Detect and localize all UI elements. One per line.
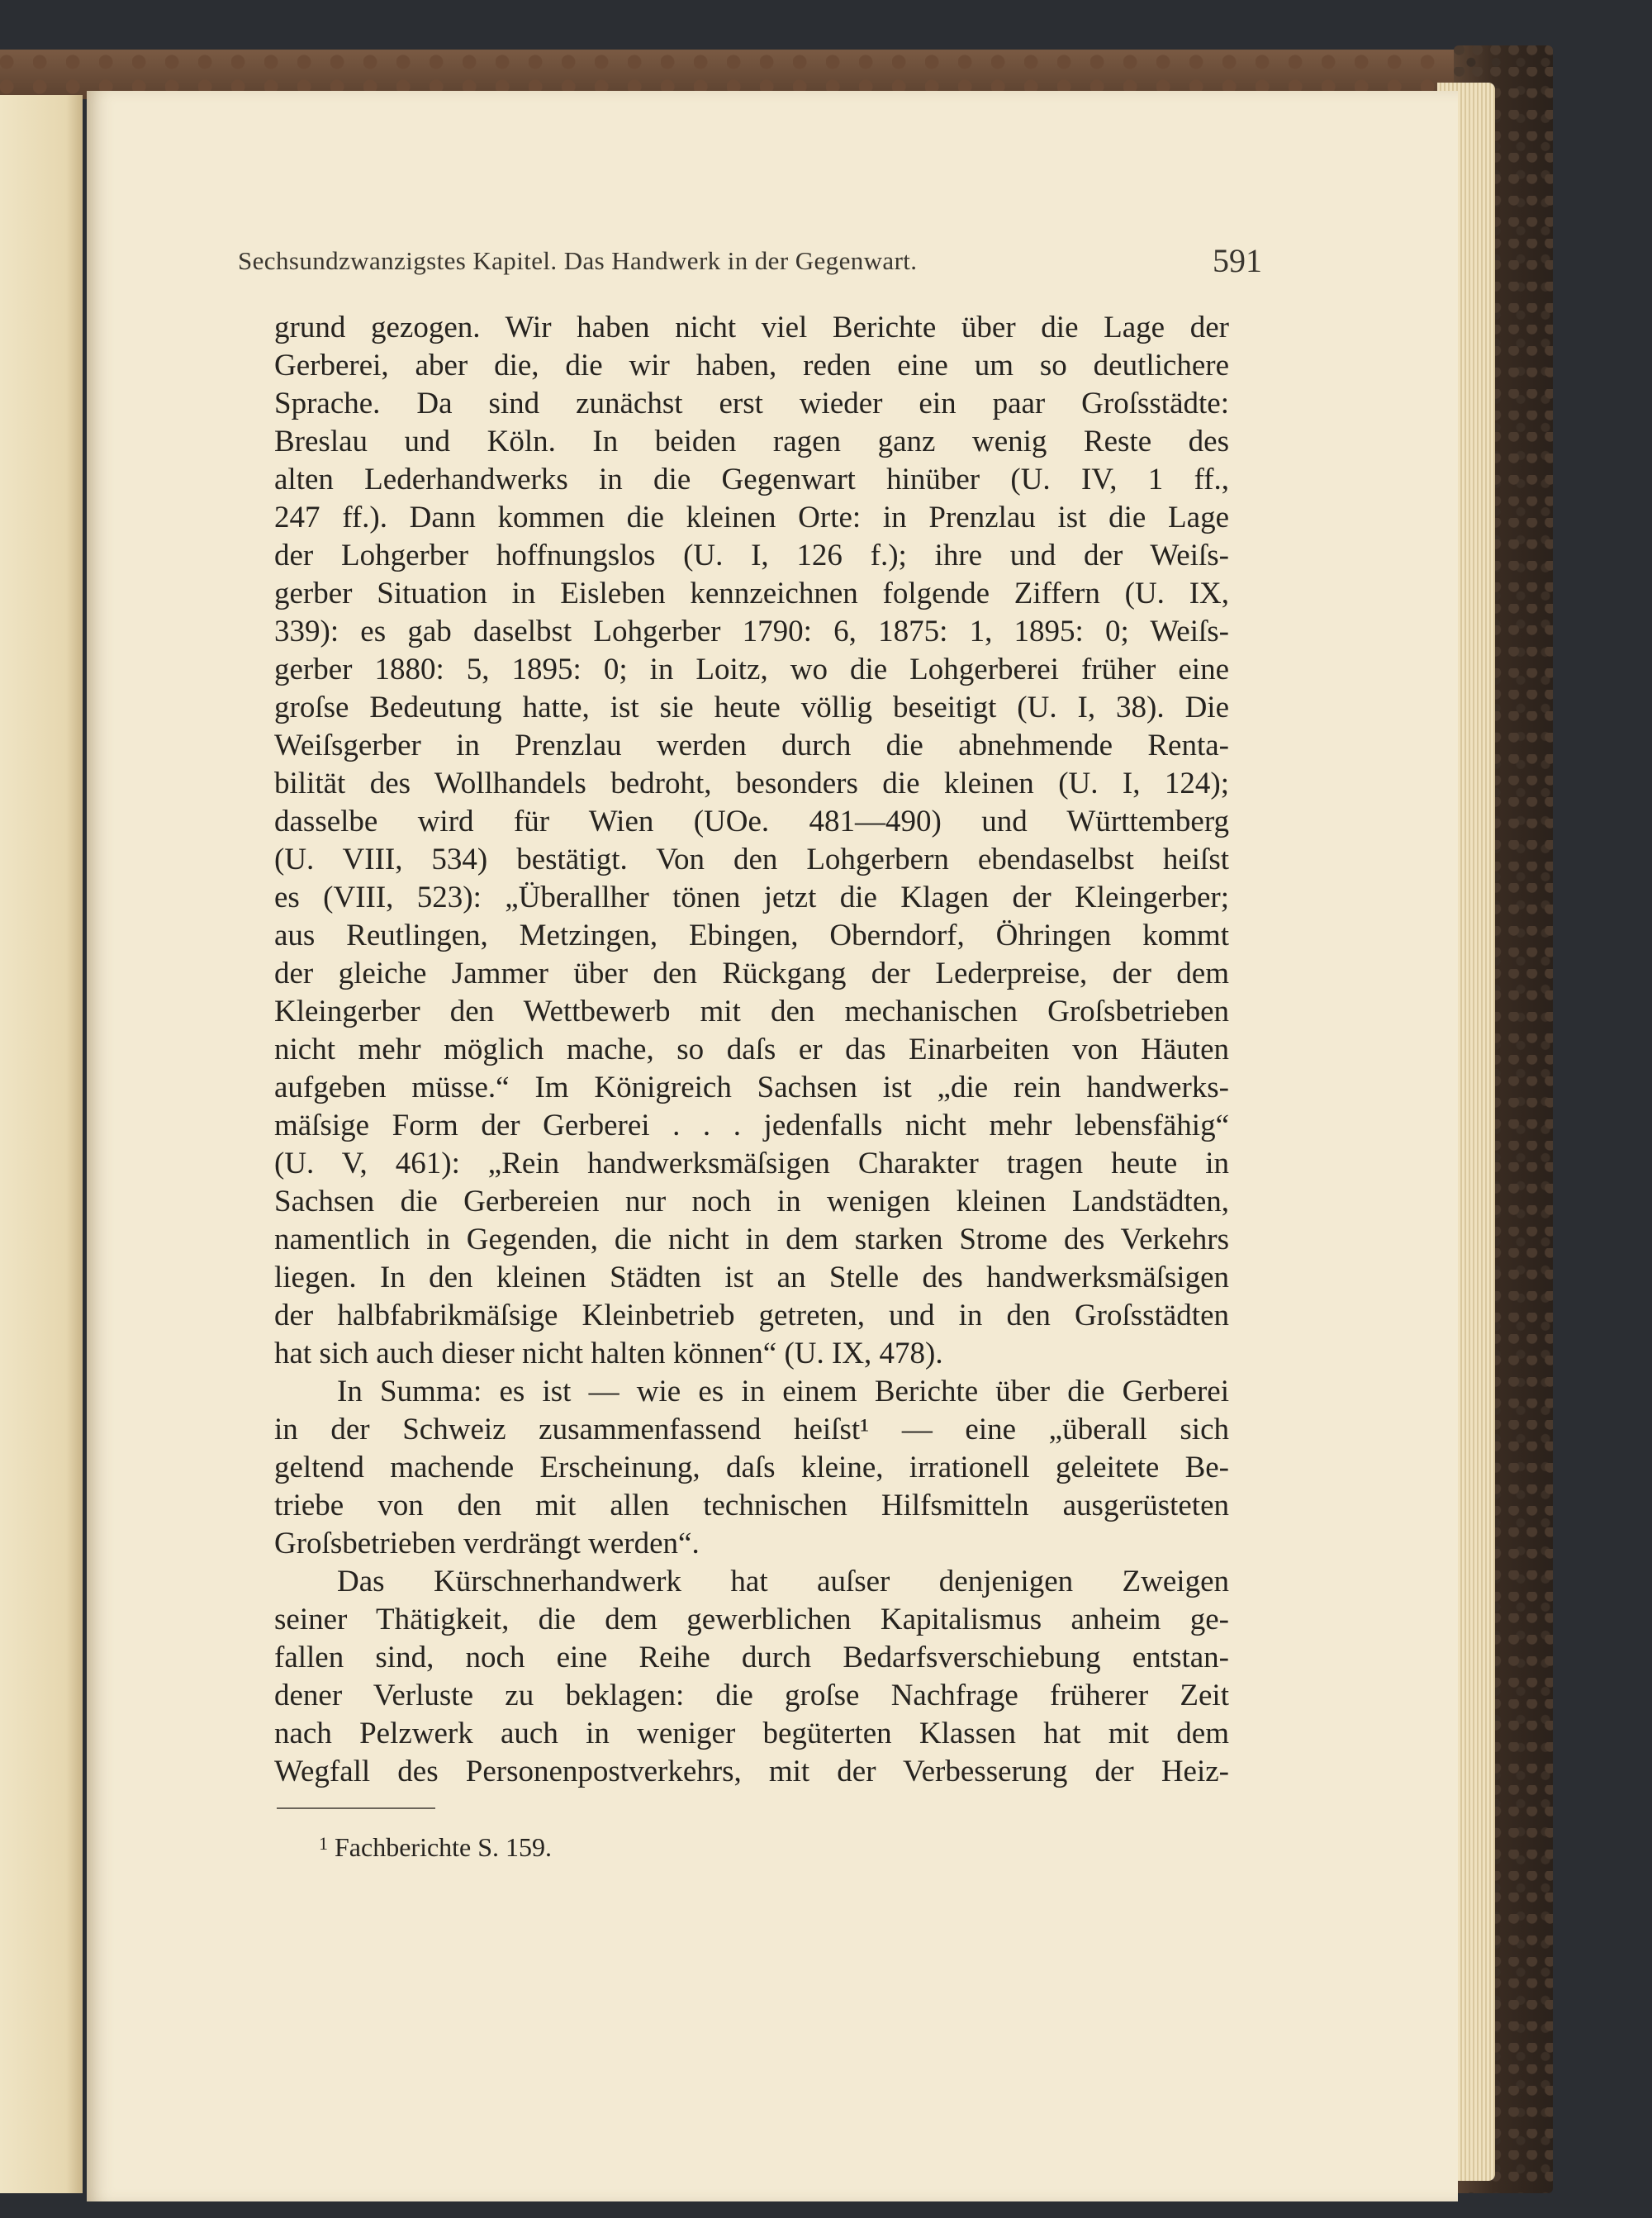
text-line: 247 ff.). Dann kommen die kleinen Orte: in Prenzlau ist die Lage [274,501,1229,534]
text-line: Sprache. Da sind zunächst erst wieder ein paar Groſsstädte: [274,387,1229,420]
text-line: nicht mehr möglich mache, so daſs er das Einarbeiten von Häuten [274,1033,1229,1066]
text-line: groſse Bedeutung hatte, ist sie heute völlig beseitigt (U. I, 38). Die [274,691,1229,724]
text-line: In Summa: es ist — wie es in einem Berichte über die Gerberei [337,1375,1229,1408]
text-line: mäſsige Form der Gerberei . . . jedenfalls nicht mehr lebensfähig“ [274,1109,1229,1142]
text-line: dasselbe wird für Wien (UOe. 481—490) und Württemberg [274,805,1229,838]
text-line: der gleiche Jammer über den Rückgang der Lederpreise, der dem [274,957,1229,990]
text-line: (U. VIII, 534) bestätigt. Von den Lohgerbern ebendaselbst heiſst [274,843,1229,876]
text-line: namentlich in Gegenden, die nicht in dem starken Strome des Verkehrs [274,1223,1229,1256]
footnote-rule [277,1807,435,1809]
page-header [238,149,1262,279]
footnote [319,1832,552,1863]
text-line: es (VIII, 523): „Überallher tönen jetzt die Klagen der Kleingerber; [274,881,1229,914]
left-page-edge [0,95,83,2193]
text-line: Kleingerber den Wettbewerb mit den mechanischen Groſsbetrieben [274,995,1229,1028]
running-head: Sechsundzwanzigstes Kapitel. Das Handwerk in der Gegenwart. [238,246,918,275]
text-line: Gerberei, aber die, die wir haben, reden eine um so deutlichere [274,349,1229,382]
text-line: bilität des Wollhandels bedroht, besonders die kleinen (U. I, 124); [274,767,1229,800]
text-line: Sachsen die Gerbereien nur noch in wenigen kleinen Landstädten, [274,1185,1229,1218]
text-line: der halbfabrikmäſsige Kleinbetrieb getreten, und in den Groſsstädten [274,1299,1229,1332]
text-line: Breslau und Köln. In beiden ragen ganz wenig Reste des [274,425,1229,458]
page-number: 591 [1213,242,1262,279]
text-line: aufgeben müsse.“ Im Königreich Sachsen ist „die rein handwerks- [274,1071,1229,1104]
text-line: der Lohgerber hoffnungslos (U. I, 126 f.); ihre und der Weiſs- [274,539,1229,572]
text-line: Das Kürschnerhandwerk hat auſser denjenigen Zweigen [337,1565,1229,1598]
text-line: alten Lederhandwerks in die Gegenwart hinüber (U. IV, 1 ff., [274,463,1229,496]
footnote-text: Fachberichte S. 159. [335,1832,553,1862]
text-line: Groſsbetrieben verdrängt werden“. [274,1527,700,1560]
footnote-marker: 1 [319,1833,328,1854]
text-line: nach Pelzwerk auch in weniger begüterten Klassen hat mit dem [274,1717,1229,1750]
text-line: hat sich auch dieser nicht halten können“ (U. IX, 478). [274,1337,943,1370]
text-line: in der Schweiz zusammenfassend heiſst¹ — eine „überall sich [274,1413,1229,1446]
text-line: triebe von den mit allen technischen Hilfsmitteln ausgerüsteten [274,1489,1229,1522]
text-line: (U. V, 461): „Rein handwerksmäſsigen Charakter tragen heute in [274,1147,1229,1180]
text-line: Weiſsgerber in Prenzlau werden durch die abnehmende Renta- [274,729,1229,762]
text-line: 339): es gab daselbst Lohgerber 1790: 6, 1875: 1, 1895: 0; Weiſs- [274,615,1229,648]
text-line: gerber 1880: 5, 1895: 0; in Loitz, wo die Lohgerberei früher eine [274,653,1229,686]
text-line: grund gezogen. Wir haben nicht viel Berichte über die Lage der [274,311,1229,344]
body-text [274,309,1229,1791]
text-line: seiner Thätigkeit, die dem gewerblichen Kapitalismus anheim ge- [274,1603,1229,1636]
text-line: aus Reutlingen, Metzingen, Ebingen, Oberndorf, Öhringen kommt [274,919,1229,952]
text-line: geltend machende Erscheinung, daſs kleine, irrationell geleitete Be- [274,1451,1229,1484]
text-line: gerber Situation in Eisleben kennzeichnen folgende Ziffern (U. IX, [274,577,1229,610]
text-line: Wegfall des Personenpostverkehrs, mit der Verbesserung der Heiz- [274,1755,1229,1788]
text-line: fallen sind, noch eine Reihe durch Bedarfsverschiebung entstan- [274,1641,1229,1674]
text-line: liegen. In den kleinen Städten ist an Stelle des handwerksmäſsigen [274,1261,1229,1294]
text-line: dener Verluste zu beklagen: die groſse Nachfrage früherer Zeit [274,1679,1229,1712]
